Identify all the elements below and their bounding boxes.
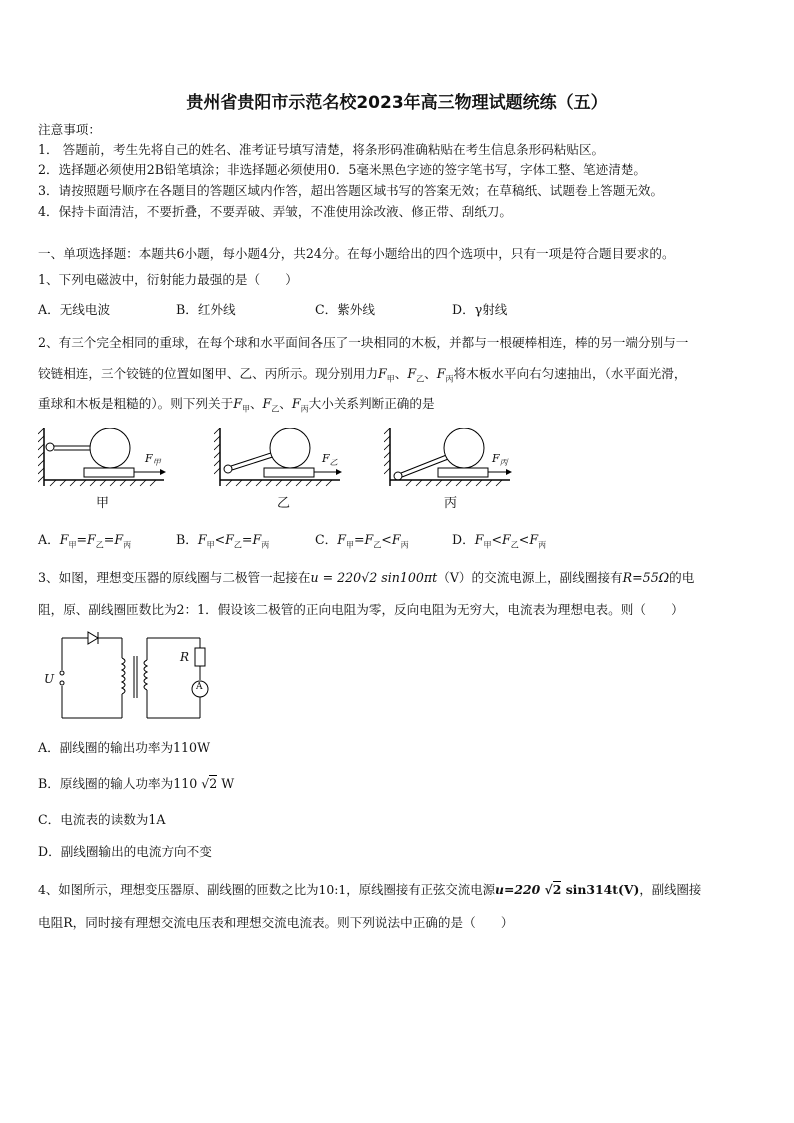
q1-option-b: B．红外线 bbox=[176, 302, 236, 317]
q3-label-u: U bbox=[44, 672, 55, 686]
notice-item-2: 2．选择题必须使用2B铅笔填涂；非选择题必须使用0．5毫米黑色字迹的签字笔书写，字体工整、笔迹清楚。 bbox=[38, 162, 647, 177]
q4-stem-line1: 4、如图所示，理想变压器原、副线圈的匝数之比为10:1，原线圈接有正弦交流电源u=220 √2 sin314t(V)，副线圈接 bbox=[38, 882, 702, 897]
q1-option-d: D．γ射线 bbox=[452, 302, 508, 317]
q2-force-label-jia: $F_甲$ bbox=[145, 452, 161, 468]
q2-force-label-yi: $F_乙$ bbox=[322, 452, 338, 468]
notice-item-3: 3．请按照题号顺序在各题目的答题区域内作答，超出答题区域书写的答案无效；在草稿纸、试题卷上答题无效。 bbox=[38, 183, 664, 198]
notice-heading: 注意事项： bbox=[38, 122, 101, 137]
q3-circuit-diagram bbox=[40, 630, 215, 722]
q1-option-a: A．无线电波 bbox=[38, 302, 111, 317]
notice-item-1: 1． 答题前，考生先将自己的姓名、准考证号填写清楚，将条形码准确粘贴在考生信息条形码粘贴区。 bbox=[38, 142, 605, 157]
q2-caption-jia: 甲 bbox=[96, 496, 110, 511]
q3-label-r: R bbox=[180, 650, 190, 664]
q2-force-label-bing: $F_丙$ bbox=[492, 452, 508, 468]
section-heading: 一、单项选择题：本题共6小题，每小题4分，共24分。在每小题给出的四个选项中，只有一项是符合题目要求的。 bbox=[38, 246, 675, 261]
q3-formula: u = 220√2 sin100πt bbox=[310, 570, 438, 585]
q3-option-d: D．副线圈输出的电流方向不变 bbox=[38, 844, 212, 859]
q1-option-c: C．紫外线 bbox=[315, 302, 376, 317]
q3-option-b: B．原线圈的输人功率为110 √2 W bbox=[38, 776, 235, 791]
q2-caption-bing: 丙 bbox=[444, 496, 458, 511]
q2-caption-yi: 乙 bbox=[277, 496, 291, 511]
q2-option-b: B．$F_甲<F_乙=F_丙$ bbox=[176, 532, 270, 550]
page-title: 贵州省贵阳市示范名校2023年高三物理试题统练（五） bbox=[186, 93, 608, 113]
q2-option-a: A．$F_甲=F_乙=F_丙$ bbox=[38, 532, 132, 550]
q2-stem-line1: 2、有三个完全相同的重球，在每个球和水平面间各压了一块相同的木板，并都与一根硬棒相连，棒的另一端分别与一 bbox=[38, 335, 689, 350]
q3-option-c: C．电流表的读数为1A bbox=[38, 812, 166, 827]
q2-stem-line3: 重球和木板是粗糙的）。则下列关于$F_甲$、$F_乙$、$F_丙$大小关系判断正确的是 bbox=[38, 396, 435, 414]
q1-stem: 1、下列电磁波中，衍射能力最强的是（ ） bbox=[38, 272, 298, 287]
q3-stem-line2: 阻，原、副线圈匝数比为2：1．假设该二极管的正向电阻为零，反向电阻为无穷大，电流表为理想电表。则（ ） bbox=[38, 602, 684, 617]
notice-item-4: 4．保持卡面清洁，不要折叠，不要弄破、弄皱，不准使用涂改液、修正带、刮纸刀。 bbox=[38, 204, 512, 219]
q2-option-c: C．$F_甲=F_乙<F_丙$ bbox=[315, 532, 409, 550]
q3-ammeter-label: A bbox=[196, 682, 203, 692]
q3-option-a: A．副线圈的输出功率为110W bbox=[38, 740, 211, 755]
q3-stem-line1: 3、如图，理想变压器的原线圈与二极管一起接在u = 220√2 sin100πt（V）的交流电源上，副线圈接有R=55Ω的电 bbox=[38, 570, 695, 585]
q2-option-d: D．$F_甲<F_乙<F_丙$ bbox=[452, 532, 547, 550]
q4-stem-line2: 电阻R，同时接有理想交流电压表和理想交流电流表。则下列说法中正确的是（ ） bbox=[38, 915, 514, 930]
q2-stem-line2: 铰链相连，三个铰链的位置如图甲、乙、丙所示。现分别用力$F_甲$、$F_乙$、$F_丙$将木板水平向右匀速抽出，（水平面光滑， bbox=[38, 366, 687, 384]
